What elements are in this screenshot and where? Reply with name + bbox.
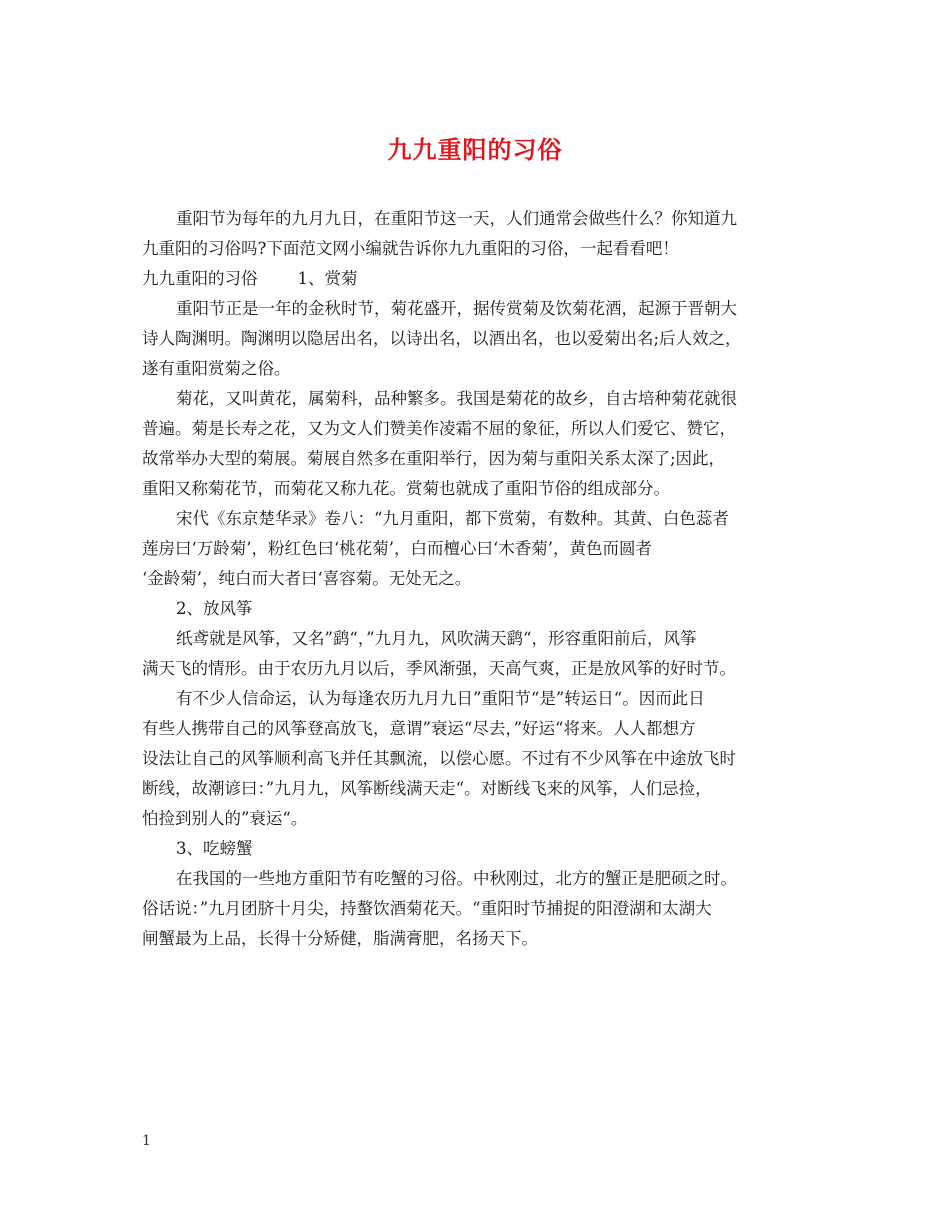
section-heading-title: 1、赏菊 (297, 269, 358, 288)
paragraph-line: 断线，故潮谚曰：”九月九，风筝断线满天走“。对断线飞来的风筝，人们忌捡， (142, 779, 712, 798)
paragraph-line: 有些人携带自己的风筝登高放飞，意谓”衰运“尽去，”好运“将来。人人都想方 (142, 719, 696, 738)
paragraph-line: 纸鸢就是风筝，又名”鹞“，”九月九，风吹满天鹞“，形容重阳前后，风筝 (176, 629, 697, 648)
paragraph-line: 重阳节为每年的九月九日，在重阳节这一天，人们通常会做些什么？你知道九 (176, 209, 737, 228)
paragraph-line: 怕捡到别人的”衰运“。 (142, 809, 308, 828)
paragraph-line: ‘金龄菊’，纯白而大者曰‘喜容菊。无处无之。 (142, 569, 472, 588)
paragraph-line: 九重阳的习俗吗?下面范文网小编就告诉你九九重阳的习俗，一起看看吧！ (142, 239, 679, 258)
paragraph-line: 重阳又称菊花节，而菊花又称九花。赏菊也就成了重阳节俗的组成部分。 (142, 479, 670, 498)
paragraph-line: 宋代《东京楚华录》卷八：“九月重阳，都下赏菊，有数种。其黄、白色蕊者 (176, 509, 729, 528)
paragraph-line: 菊花，又叫黄花，属菊科，品种繁多。我国是菊花的故乡，自古培种菊花就很 (176, 389, 737, 408)
paragraph-line: 故常举办大型的菊展。菊展自然多在重阳举行，因为菊与重阳关系太深了;因此， (142, 449, 726, 468)
paragraph-line: 俗话说：”九月团脐十月尖，持螯饮酒菊花天。“重阳时节捕捉的阳澄湖和太湖大 (142, 899, 712, 918)
paragraph-line: 莲房曰‘万龄菊’，粉红色曰‘桃花菊’，白而檀心曰‘木香菊’，黄色而圆者 (142, 539, 652, 558)
page-number: 1 (142, 1133, 151, 1149)
paragraph-line: 重阳节正是一年的金秋时节，菊花盛开，据传赏菊及饮菊花酒，起源于晋朝大 (176, 299, 737, 318)
paragraph-line: 满天飞的情形。由于农历九月以后，季风渐强，天高气爽，正是放风筝的好时节。 (142, 659, 736, 678)
section-heading-line (142, 264, 822, 294)
document-body (142, 204, 822, 954)
paragraph-line: 闸蟹最为上品，长得十分矫健，脂满膏肥，名扬天下。 (142, 929, 538, 948)
paragraph-line: 设法让自己的风筝顺利高飞并任其飘流，以偿心愿。不过有不少风筝在中途放飞时 (142, 749, 736, 768)
paragraph-line: 诗人陶渊明。陶渊明以隐居出名，以诗出名，以酒出名，也以爱菊出名;后人效之， (142, 329, 742, 348)
section-heading: 2、放风筝 (176, 599, 253, 618)
page-title: 九九重阳的习俗 (387, 135, 563, 164)
paragraph-line: 在我国的一些地方重阳节有吃蟹的习俗。中秋刚过，北方的蟹正是肥硕之时。 (176, 869, 737, 888)
paragraph-line: 普遍。菊是长寿之花，又为文人们赞美作凌霜不屈的象征，所以人们爱它、赞它， (142, 419, 736, 438)
paragraph-line: 有不少人信命运，认为每逢农历九月九日”重阳节“是”转运日“。因而此日 (176, 689, 705, 708)
section-heading-prefix: 九九重阳的习俗 (142, 269, 258, 288)
paragraph-line: 遂有重阳赏菊之俗。 (142, 359, 291, 378)
section-heading: 3、吃螃蟹 (176, 839, 253, 858)
